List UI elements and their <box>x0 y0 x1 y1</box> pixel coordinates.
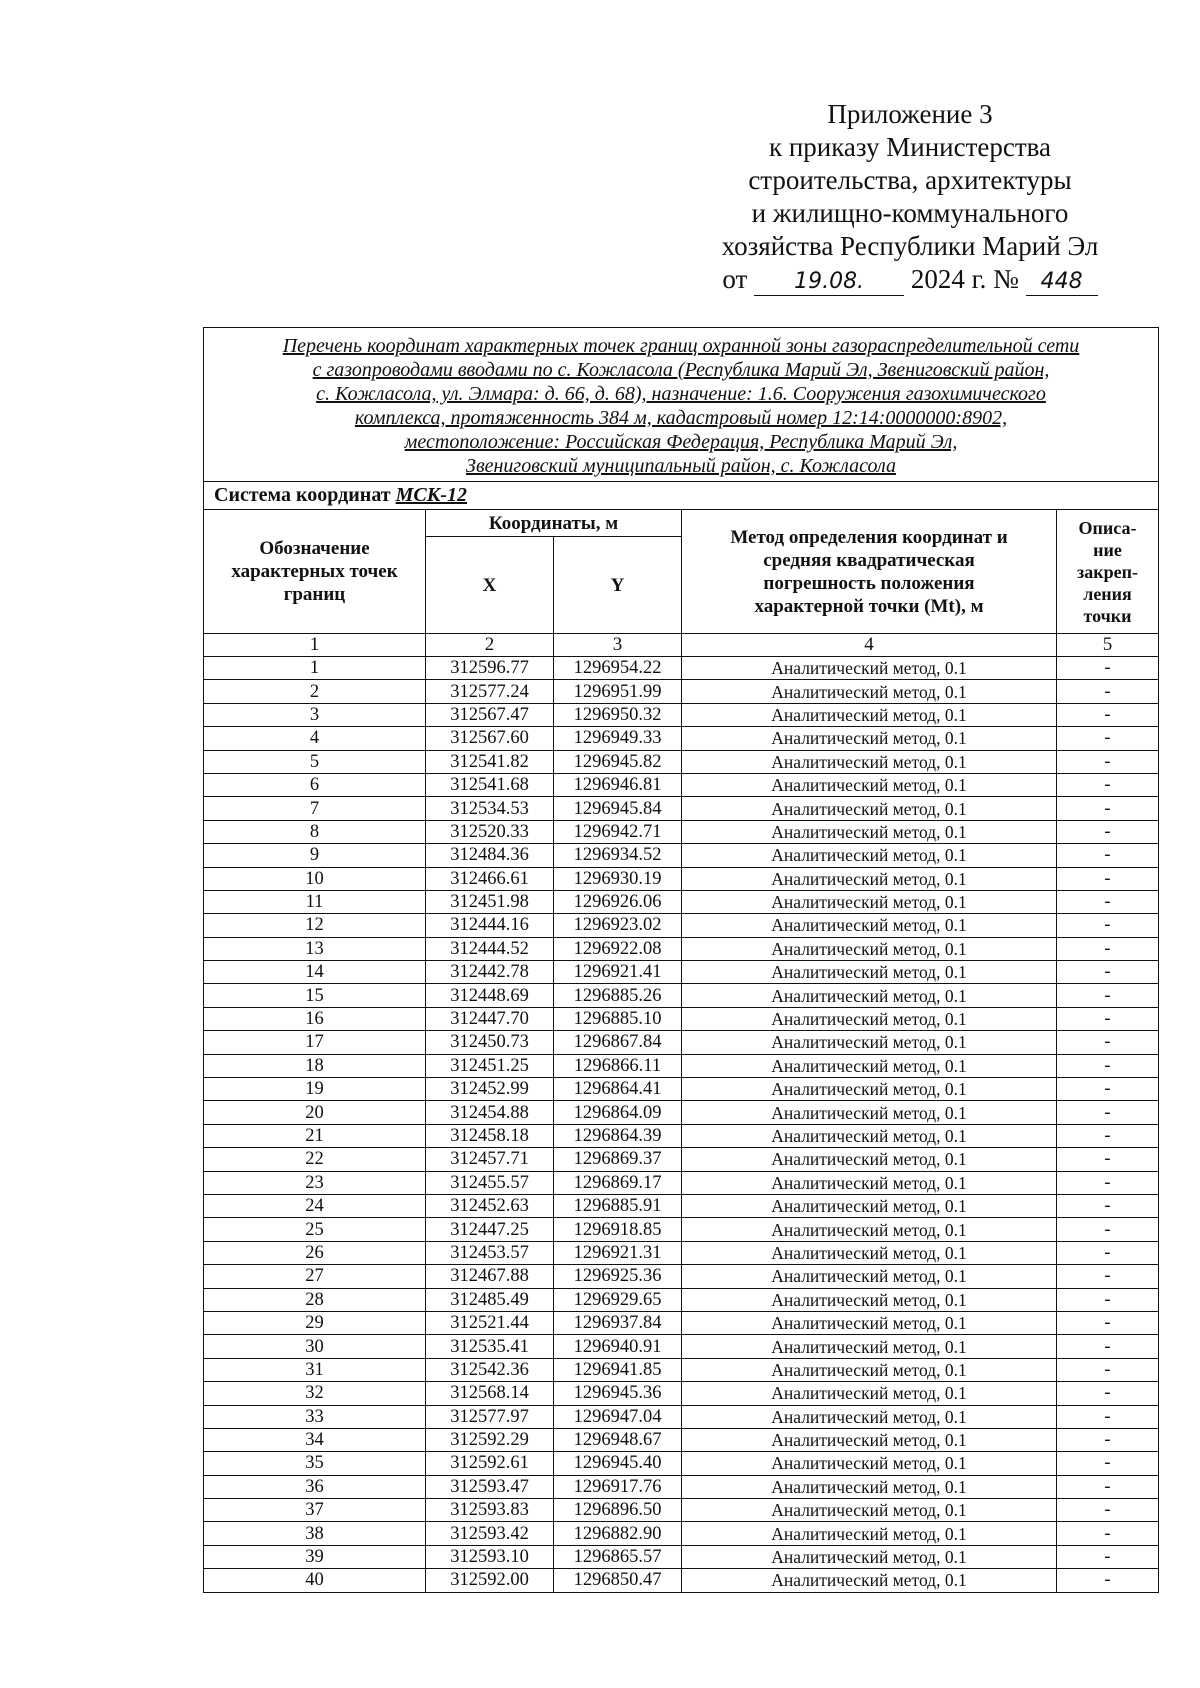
coord-x: 312457.71 <box>426 1148 554 1171</box>
coord-x: 312534.53 <box>426 797 554 820</box>
coord-x: 312444.16 <box>426 914 554 937</box>
coord-x: 312452.99 <box>426 1078 554 1101</box>
header-point-line: границ <box>283 584 346 605</box>
description: - <box>1057 1124 1159 1147</box>
method: Аналитический метод, 0.1 <box>682 1569 1057 1592</box>
point-number: 23 <box>204 1171 426 1194</box>
order-number-handwritten: 448 <box>1026 269 1098 296</box>
coord-x: 312592.61 <box>426 1452 554 1475</box>
coordinate-system-label: Система координат <box>214 484 391 506</box>
heading-line: и жилищно-коммунального <box>751 198 1069 228</box>
point-number: 31 <box>204 1358 426 1381</box>
point-number: 25 <box>204 1218 426 1241</box>
table-row <box>204 984 1159 1007</box>
description: - <box>1057 1382 1159 1405</box>
method: Аналитический метод, 0.1 <box>682 773 1057 796</box>
method: Аналитический метод, 0.1 <box>682 1241 1057 1264</box>
method: Аналитический метод, 0.1 <box>682 1148 1057 1171</box>
point-number: 11 <box>204 890 426 913</box>
coord-y: 1296950.32 <box>554 703 682 726</box>
method: Аналитический метод, 0.1 <box>682 1218 1057 1241</box>
description: - <box>1057 1405 1159 1428</box>
coord-x: 312453.57 <box>426 1241 554 1264</box>
description: - <box>1057 1265 1159 1288</box>
method: Аналитический метод, 0.1 <box>682 1288 1057 1311</box>
coord-x: 312451.98 <box>426 890 554 913</box>
method: Аналитический метод, 0.1 <box>682 1124 1057 1147</box>
table-row <box>204 1382 1159 1405</box>
description: - <box>1057 1241 1159 1264</box>
header-description-line: Описа- <box>1078 517 1137 538</box>
column-index-row <box>204 634 1159 657</box>
point-number: 24 <box>204 1194 426 1217</box>
point-number: 12 <box>204 914 426 937</box>
description: - <box>1057 1311 1159 1334</box>
method: Аналитический метод, 0.1 <box>682 1428 1057 1451</box>
coord-x: 312592.29 <box>426 1428 554 1451</box>
coord-y: 1296864.09 <box>554 1101 682 1124</box>
header-description-line: ние <box>1093 539 1122 560</box>
method: Аналитический метод, 0.1 <box>682 750 1057 773</box>
point-number: 1 <box>204 657 426 680</box>
coord-x: 312444.52 <box>426 937 554 960</box>
coord-y: 1296942.71 <box>554 820 682 843</box>
method: Аналитический метод, 0.1 <box>682 1475 1057 1498</box>
column-index: 3 <box>554 634 682 657</box>
description: - <box>1057 727 1159 750</box>
column-index: 1 <box>204 634 426 657</box>
coord-y: 1296945.40 <box>554 1452 682 1475</box>
coord-y: 1296949.33 <box>554 727 682 750</box>
point-number: 15 <box>204 984 426 1007</box>
method: Аналитический метод, 0.1 <box>682 984 1057 1007</box>
coord-x: 312577.97 <box>426 1405 554 1428</box>
description: - <box>1057 797 1159 820</box>
coord-y: 1296885.10 <box>554 1007 682 1030</box>
header-method-line: характерной точки (Mt), м <box>754 595 984 617</box>
table-row <box>204 937 1159 960</box>
coord-y: 1296864.39 <box>554 1124 682 1147</box>
coord-x: 312593.47 <box>426 1475 554 1498</box>
method: Аналитический метод, 0.1 <box>682 1335 1057 1358</box>
description: - <box>1057 773 1159 796</box>
coord-x: 312593.10 <box>426 1545 554 1568</box>
method: Аналитический метод, 0.1 <box>682 680 1057 703</box>
point-number: 30 <box>204 1335 426 1358</box>
point-number: 38 <box>204 1522 426 1545</box>
point-number: 2 <box>204 680 426 703</box>
header-point-line: характерных точек <box>231 561 398 582</box>
table-row <box>204 1452 1159 1475</box>
point-number: 26 <box>204 1241 426 1264</box>
header-method-line: Метод определения координат и <box>730 526 1008 548</box>
table-row <box>204 914 1159 937</box>
point-number: 3 <box>204 703 426 726</box>
description: - <box>1057 1335 1159 1358</box>
table-row <box>204 1171 1159 1194</box>
coord-y: 1296864.41 <box>554 1078 682 1101</box>
coord-x: 312467.88 <box>426 1265 554 1288</box>
description: - <box>1057 1522 1159 1545</box>
description: - <box>1057 1078 1159 1101</box>
heading-line: хозяйства Республики Марий Эл <box>721 231 1099 261</box>
coord-y: 1296918.85 <box>554 1218 682 1241</box>
coord-y: 1296930.19 <box>554 867 682 890</box>
table-row <box>204 1335 1159 1358</box>
header-method <box>682 510 1057 634</box>
method: Аналитический метод, 0.1 <box>682 1382 1057 1405</box>
description: - <box>1057 703 1159 726</box>
method: Аналитический метод, 0.1 <box>682 1405 1057 1428</box>
coordinate-system <box>204 482 1159 510</box>
description: - <box>1057 844 1159 867</box>
table-row <box>204 844 1159 867</box>
method: Аналитический метод, 0.1 <box>682 1358 1057 1381</box>
point-number: 14 <box>204 961 426 984</box>
coord-y: 1296850.47 <box>554 1569 682 1592</box>
coord-x: 312593.83 <box>426 1499 554 1522</box>
point-number: 10 <box>204 867 426 890</box>
header-method-line: средняя квадратическая <box>763 549 975 571</box>
method: Аналитический метод, 0.1 <box>682 657 1057 680</box>
table-row <box>204 797 1159 820</box>
description: - <box>1057 937 1159 960</box>
method: Аналитический метод, 0.1 <box>682 797 1057 820</box>
table-row <box>204 1218 1159 1241</box>
header-x: X <box>426 537 554 634</box>
point-number: 8 <box>204 820 426 843</box>
table-row <box>204 1148 1159 1171</box>
coord-x: 312447.25 <box>426 1218 554 1241</box>
table-title-line: комплекса, протяженность 384 м, кадастровый номер 12:14:0000000:8902, <box>354 407 1008 429</box>
point-number: 9 <box>204 844 426 867</box>
coord-x: 312596.77 <box>426 657 554 680</box>
description: - <box>1057 1007 1159 1030</box>
coord-y: 1296945.82 <box>554 750 682 773</box>
point-number: 13 <box>204 937 426 960</box>
table-row <box>204 1405 1159 1428</box>
coord-x: 312452.63 <box>426 1194 554 1217</box>
description: - <box>1057 1499 1159 1522</box>
method: Аналитический метод, 0.1 <box>682 1007 1057 1030</box>
description: - <box>1057 1545 1159 1568</box>
table-title <box>204 328 1159 482</box>
method: Аналитический метод, 0.1 <box>682 961 1057 984</box>
coord-x: 312484.36 <box>426 844 554 867</box>
method: Аналитический метод, 0.1 <box>682 844 1057 867</box>
point-number: 29 <box>204 1311 426 1334</box>
coord-y: 1296896.50 <box>554 1499 682 1522</box>
coord-x: 312568.14 <box>426 1382 554 1405</box>
description: - <box>1057 961 1159 984</box>
method: Аналитический метод, 0.1 <box>682 1545 1057 1568</box>
table-row <box>204 703 1159 726</box>
point-number: 4 <box>204 727 426 750</box>
table-row <box>204 657 1159 680</box>
point-number: 20 <box>204 1101 426 1124</box>
point-number: 16 <box>204 1007 426 1030</box>
point-number: 19 <box>204 1078 426 1101</box>
coord-y: 1296947.04 <box>554 1405 682 1428</box>
coord-y: 1296934.52 <box>554 844 682 867</box>
table-row <box>204 1007 1159 1030</box>
coord-y: 1296869.37 <box>554 1148 682 1171</box>
table-row <box>204 820 1159 843</box>
table-row <box>204 1194 1159 1217</box>
point-number: 37 <box>204 1499 426 1522</box>
coord-x: 312450.73 <box>426 1031 554 1054</box>
table-row <box>204 1124 1159 1147</box>
point-number: 17 <box>204 1031 426 1054</box>
description: - <box>1057 820 1159 843</box>
coord-y: 1296922.08 <box>554 937 682 960</box>
method: Аналитический метод, 0.1 <box>682 1054 1057 1077</box>
table-row <box>204 1288 1159 1311</box>
description: - <box>1057 750 1159 773</box>
table-title-line: местоположение: Российская Федерация, Республика Марий Эл, <box>404 431 958 453</box>
table-row <box>204 1311 1159 1334</box>
description: - <box>1057 867 1159 890</box>
header-description-line: точки <box>1083 605 1132 626</box>
table-row <box>204 1499 1159 1522</box>
coord-y: 1296926.06 <box>554 890 682 913</box>
table-title-line: с. Кожласола, ул. Элмара: д. 66, д. 68), назначение: 1.6. Сооружения газохимического <box>316 383 1046 405</box>
heading-line: к приказу Министерства <box>768 132 1052 162</box>
coord-x: 312541.68 <box>426 773 554 796</box>
coordinate-system-value: МСК-12 <box>395 484 467 506</box>
description: - <box>1057 1218 1159 1241</box>
method: Аналитический метод, 0.1 <box>682 1452 1057 1475</box>
description: - <box>1057 890 1159 913</box>
point-number: 34 <box>204 1428 426 1451</box>
date-prefix: от <box>722 264 748 294</box>
coord-x: 312541.82 <box>426 750 554 773</box>
header-y: Y <box>554 537 682 634</box>
header-description-line: закреп- <box>1077 561 1138 582</box>
header-description <box>1057 510 1159 634</box>
point-number: 40 <box>204 1569 426 1592</box>
coord-y: 1296885.91 <box>554 1194 682 1217</box>
coord-x: 312592.00 <box>426 1569 554 1592</box>
coord-y: 1296948.67 <box>554 1428 682 1451</box>
point-number: 28 <box>204 1288 426 1311</box>
method: Аналитический метод, 0.1 <box>682 867 1057 890</box>
method: Аналитический метод, 0.1 <box>682 727 1057 750</box>
coord-x: 312577.24 <box>426 680 554 703</box>
document-heading <box>700 98 1120 296</box>
table-row <box>204 1545 1159 1568</box>
coord-x: 312447.70 <box>426 1007 554 1030</box>
coord-y: 1296882.90 <box>554 1522 682 1545</box>
description: - <box>1057 914 1159 937</box>
description: - <box>1057 1171 1159 1194</box>
coord-y: 1296937.84 <box>554 1311 682 1334</box>
coord-y: 1296925.36 <box>554 1265 682 1288</box>
table-row <box>204 1569 1159 1592</box>
table-row <box>204 1475 1159 1498</box>
order-year-number-label: 2024 г. № <box>910 264 1019 294</box>
method: Аналитический метод, 0.1 <box>682 1031 1057 1054</box>
point-number: 32 <box>204 1382 426 1405</box>
coord-x: 312451.25 <box>426 1054 554 1077</box>
method: Аналитический метод, 0.1 <box>682 890 1057 913</box>
heading-line: Приложение 3 <box>827 99 993 129</box>
point-number: 36 <box>204 1475 426 1498</box>
coord-y: 1296940.91 <box>554 1335 682 1358</box>
table-title-line: с газопроводами вводами по с. Кожласола (Республика Марий Эл, Звениговский район, <box>312 359 1050 381</box>
header-description-line: ления <box>1083 583 1132 604</box>
coordinates-rows <box>204 657 1159 1593</box>
description: - <box>1057 1452 1159 1475</box>
coord-y: 1296945.84 <box>554 797 682 820</box>
column-index: 4 <box>682 634 1057 657</box>
header-method-line: погрешность положения <box>763 572 975 594</box>
coord-y: 1296951.99 <box>554 680 682 703</box>
description: - <box>1057 984 1159 1007</box>
method: Аналитический метод, 0.1 <box>682 1171 1057 1194</box>
method: Аналитический метод, 0.1 <box>682 937 1057 960</box>
description: - <box>1057 657 1159 680</box>
coord-x: 312448.69 <box>426 984 554 1007</box>
coord-y: 1296885.26 <box>554 984 682 1007</box>
description: - <box>1057 1569 1159 1592</box>
coord-y: 1296929.65 <box>554 1288 682 1311</box>
point-number: 33 <box>204 1405 426 1428</box>
order-date-handwritten: 19.08. <box>754 269 904 296</box>
column-index: 5 <box>1057 634 1159 657</box>
table-row <box>204 773 1159 796</box>
table-title-line: Звениговский муниципальный район, с. Кожласола <box>466 455 896 477</box>
point-number: 22 <box>204 1148 426 1171</box>
coordinates-table <box>203 327 1159 1593</box>
table-row <box>204 727 1159 750</box>
coord-x: 312567.47 <box>426 703 554 726</box>
coord-x: 312485.49 <box>426 1288 554 1311</box>
description: - <box>1057 1101 1159 1124</box>
coord-y: 1296921.41 <box>554 961 682 984</box>
method: Аналитический метод, 0.1 <box>682 1265 1057 1288</box>
method: Аналитический метод, 0.1 <box>682 1101 1057 1124</box>
column-index: 2 <box>426 634 554 657</box>
coord-x: 312520.33 <box>426 820 554 843</box>
order-date-line <box>700 263 1120 296</box>
description: - <box>1057 1288 1159 1311</box>
method: Аналитический метод, 0.1 <box>682 820 1057 843</box>
header-point <box>204 510 426 634</box>
point-number: 35 <box>204 1452 426 1475</box>
coord-y: 1296865.57 <box>554 1545 682 1568</box>
coord-y: 1296954.22 <box>554 657 682 680</box>
point-number: 6 <box>204 773 426 796</box>
coord-x: 312466.61 <box>426 867 554 890</box>
table-row <box>204 890 1159 913</box>
method: Аналитический метод, 0.1 <box>682 1522 1057 1545</box>
coord-x: 312593.42 <box>426 1522 554 1545</box>
table-row <box>204 867 1159 890</box>
coord-y: 1296866.11 <box>554 1054 682 1077</box>
description: - <box>1057 1194 1159 1217</box>
description: - <box>1057 1428 1159 1451</box>
table-row <box>204 961 1159 984</box>
description: - <box>1057 1031 1159 1054</box>
table-row <box>204 1241 1159 1264</box>
coord-x: 312454.88 <box>426 1101 554 1124</box>
point-number: 18 <box>204 1054 426 1077</box>
header-point-line: Обозначение <box>259 538 370 559</box>
method: Аналитический метод, 0.1 <box>682 1078 1057 1101</box>
coord-y: 1296946.81 <box>554 773 682 796</box>
point-number: 21 <box>204 1124 426 1147</box>
method: Аналитический метод, 0.1 <box>682 1311 1057 1334</box>
method: Аналитический метод, 0.1 <box>682 703 1057 726</box>
method: Аналитический метод, 0.1 <box>682 1194 1057 1217</box>
table-row <box>204 1078 1159 1101</box>
table-row <box>204 1522 1159 1545</box>
coord-x: 312542.36 <box>426 1358 554 1381</box>
description: - <box>1057 680 1159 703</box>
table-row <box>204 1358 1159 1381</box>
coord-y: 1296945.36 <box>554 1382 682 1405</box>
coord-y: 1296921.31 <box>554 1241 682 1264</box>
coord-x: 312458.18 <box>426 1124 554 1147</box>
description: - <box>1057 1475 1159 1498</box>
table-row <box>204 1031 1159 1054</box>
point-number: 5 <box>204 750 426 773</box>
description: - <box>1057 1054 1159 1077</box>
table-row <box>204 750 1159 773</box>
table-row <box>204 1054 1159 1077</box>
method: Аналитический метод, 0.1 <box>682 1499 1057 1522</box>
heading-line: строительства, архитектуры <box>748 165 1072 195</box>
coord-y: 1296941.85 <box>554 1358 682 1381</box>
coord-y: 1296917.76 <box>554 1475 682 1498</box>
description: - <box>1057 1358 1159 1381</box>
coord-y: 1296869.17 <box>554 1171 682 1194</box>
coord-x: 312567.60 <box>426 727 554 750</box>
table-row <box>204 680 1159 703</box>
coord-x: 312442.78 <box>426 961 554 984</box>
coord-y: 1296923.02 <box>554 914 682 937</box>
header-coordinates: Координаты, м <box>426 510 682 537</box>
method: Аналитический метод, 0.1 <box>682 914 1057 937</box>
point-number: 27 <box>204 1265 426 1288</box>
point-number: 39 <box>204 1545 426 1568</box>
table-row <box>204 1101 1159 1124</box>
table-row <box>204 1265 1159 1288</box>
coord-x: 312521.44 <box>426 1311 554 1334</box>
table-title-line: Перечень координат характерных точек границ охранной зоны газораспределительной сети <box>282 335 1080 357</box>
coord-y: 1296867.84 <box>554 1031 682 1054</box>
coord-x: 312535.41 <box>426 1335 554 1358</box>
description: - <box>1057 1148 1159 1171</box>
coord-x: 312455.57 <box>426 1171 554 1194</box>
point-number: 7 <box>204 797 426 820</box>
table-row <box>204 1428 1159 1451</box>
